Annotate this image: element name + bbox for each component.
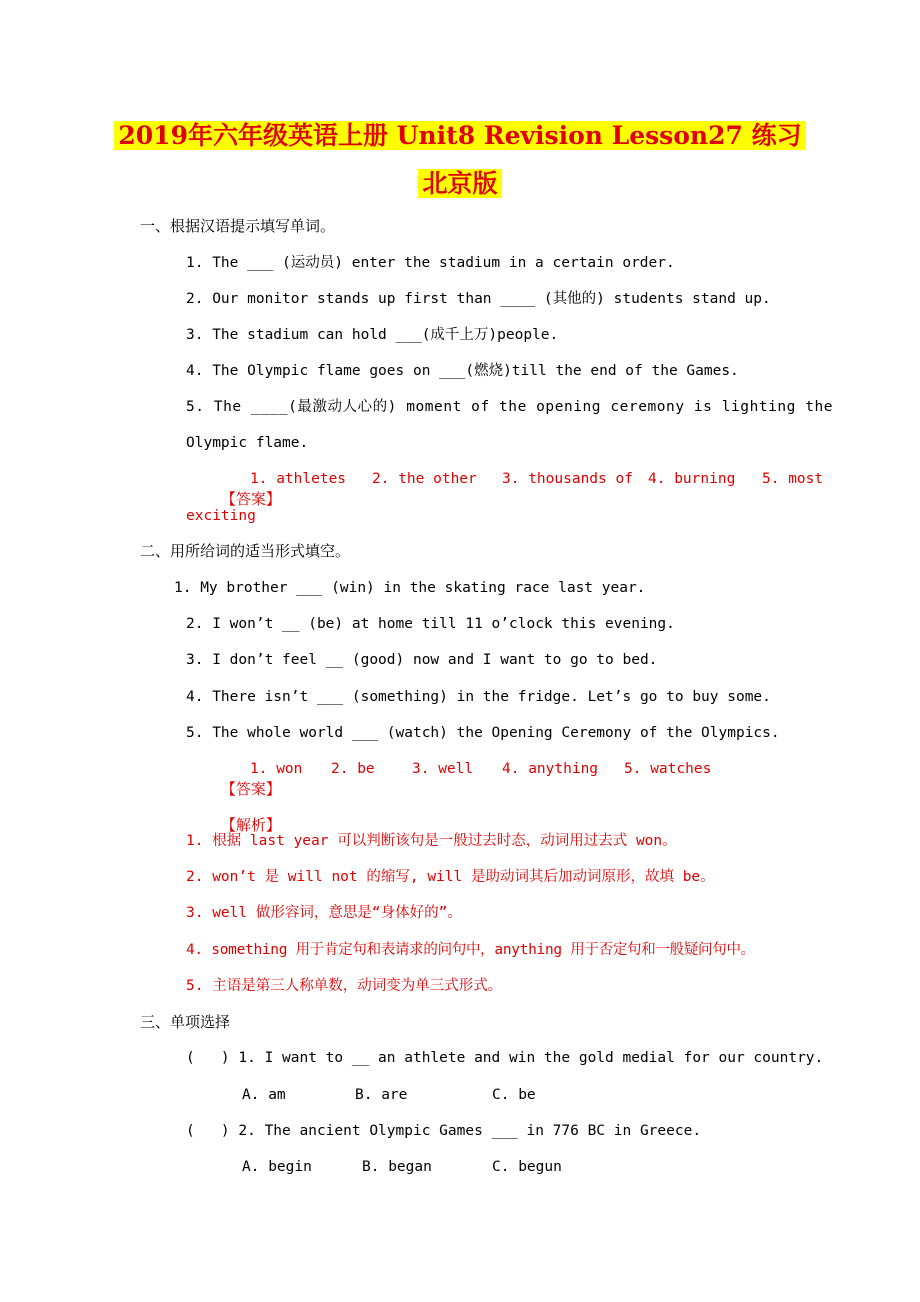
analysis-item: 1. 根据 last year 可以判断该句是一般过去时态，动词用过去式 won。 (186, 833, 677, 849)
answer-item: 3. thousands of (502, 471, 633, 487)
answer-continuation: exciting (186, 508, 256, 524)
answer-item: 5. most (762, 471, 824, 487)
choice-option-a: A. am (242, 1087, 286, 1103)
choice-option-c: C. be (492, 1087, 536, 1103)
title-highlight: 2019年六年级英语上册 Unit8 Revision Lesson27 练习 (114, 121, 805, 150)
question-item: 3. The stadium can hold ___(成千上万)people. (186, 327, 559, 343)
answer-item: 1. athletes (250, 471, 347, 487)
question-item: 5. The whole world ___ (watch) the Opening Ceremony of the Olympics. (186, 725, 780, 741)
choice-question-stem: ( ) 2. The ancient Olympic Games ___ in 776 BC in Greece. (186, 1123, 702, 1139)
question-item: 1. My brother ___ (win) in the skating race last year. (174, 580, 646, 596)
choice-option-b: B. are (355, 1087, 408, 1103)
question-item-continuation: Olympic flame. (186, 435, 309, 451)
document-title-line-1 (0, 118, 920, 154)
question-item: 1. The ___ (运动员) enter the stadium in a certain order. (186, 255, 675, 271)
answer-label: 【答案】 (220, 490, 281, 508)
answer-item: 2. be (331, 761, 375, 777)
answer-item: 3. well (412, 761, 474, 777)
document-title-line-2 (0, 166, 920, 202)
section-3-heading: 三、单项选择 (140, 1013, 231, 1031)
analysis-item: 3. well 做形容词，意思是“身体好的”。 (186, 905, 462, 921)
question-item: 2. Our monitor stands up first than ____ (其他的) students stand up. (186, 291, 771, 307)
choice-question-stem: ( ) 1. I want to __ an athlete and win the gold medial for our country. (186, 1050, 824, 1066)
question-item: 5. The ____(最激动人心的) moment of the opening ceremony is lighting the (186, 399, 834, 415)
answer-item: 4. anything (502, 761, 599, 777)
answer-label: 【答案】 (220, 780, 281, 798)
question-item: 4. The Olympic flame goes on ___(燃烧)till the end of the Games. (186, 363, 739, 379)
question-item: 3. I don’t feel __ (good) now and I want to go to bed. (186, 652, 658, 668)
analysis-label: 【解析】 (220, 816, 281, 834)
analysis-item: 5. 主语是第三人称单数，动词变为单三式形式。 (186, 978, 503, 994)
answer-item: 2. the other (372, 471, 477, 487)
question-item: 2. I won’t __ (be) at home till 11 o’clock this evening. (186, 616, 675, 632)
answer-item: 1. won (250, 761, 303, 777)
answer-item: 4. burning (648, 471, 736, 487)
choice-option-c: C. begun (492, 1159, 562, 1175)
analysis-item: 4. something 用于肯定句和表请求的问句中，anything 用于否定句和一般疑问句中。 (186, 942, 755, 958)
answer-item: 5. watches (624, 761, 712, 777)
section-1-heading: 一、根据汉语提示填写单词。 (140, 217, 336, 235)
analysis-item: 2. won’t 是 will not 的缩写, will 是助动词其后加动词原形，故填 be。 (186, 869, 715, 885)
choice-option-a: A. begin (242, 1159, 312, 1175)
question-item: 4. There isn’t ___ (something) in the fridge. Let’s go to buy some. (186, 689, 771, 705)
section-2-heading: 二、用所给词的适当形式填空。 (140, 542, 351, 560)
title-highlight: 北京版 (418, 169, 501, 198)
choice-option-b: B. began (362, 1159, 432, 1175)
